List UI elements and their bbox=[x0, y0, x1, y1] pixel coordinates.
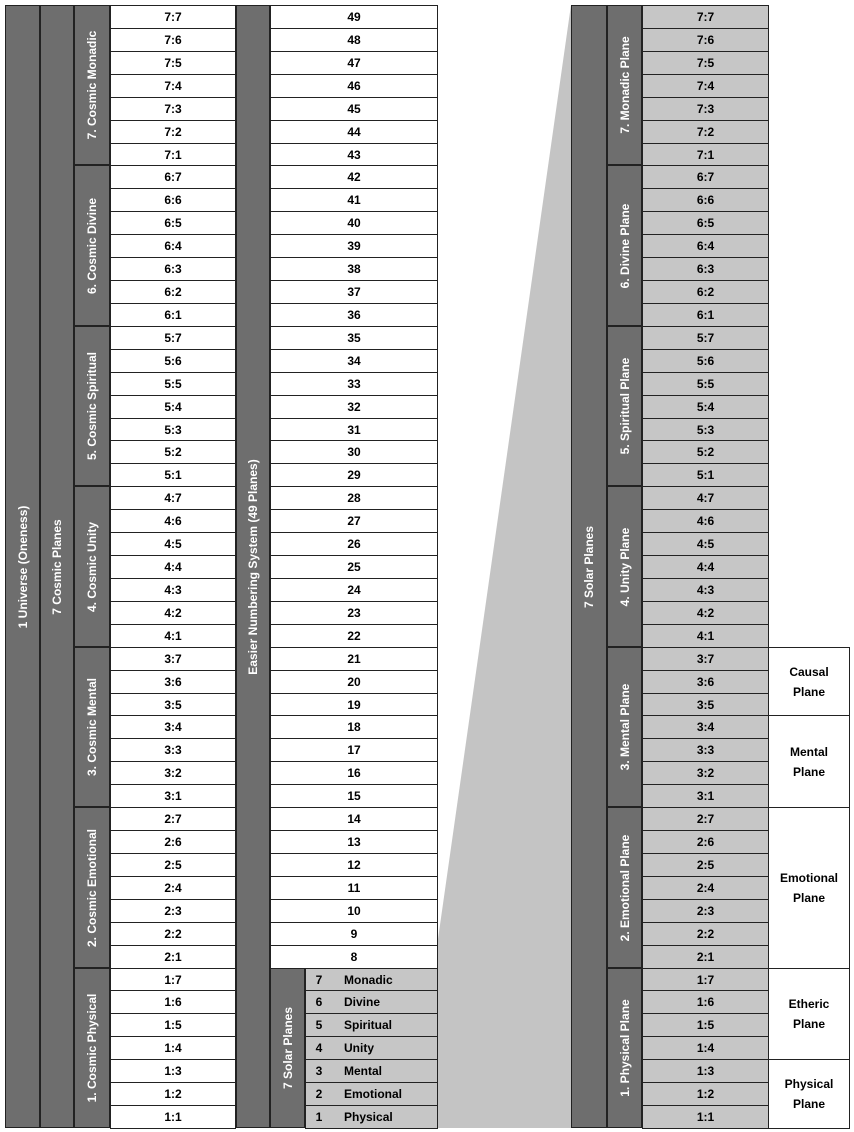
solar-sub-plane-code: 4:5 bbox=[642, 532, 769, 556]
sub-plane-code: 1:2 bbox=[110, 1082, 236, 1106]
solar-sub-plane-code: 4:6 bbox=[642, 509, 769, 533]
plane-number: 36 bbox=[270, 303, 438, 327]
solar-plane-number: 7 bbox=[315, 972, 323, 987]
plane-number: 37 bbox=[270, 280, 438, 304]
sub-plane-code: 3:6 bbox=[110, 670, 236, 694]
solar-group-3 bbox=[607, 647, 642, 807]
solar-sub-plane-code: 4:7 bbox=[642, 486, 769, 510]
solar-sub-plane-code: 1:2 bbox=[642, 1082, 769, 1106]
solar-group-6 bbox=[607, 165, 642, 326]
solar-plane-item bbox=[305, 1059, 438, 1083]
cosmic-group-3 bbox=[74, 647, 110, 807]
plane-number: 38 bbox=[270, 257, 438, 281]
solar-sub-plane-code: 7:5 bbox=[642, 51, 769, 75]
solar-sub-plane-code: 2:5 bbox=[642, 853, 769, 877]
cosmic-group-5 bbox=[74, 326, 110, 486]
easier-numbering-label: Easier Numbering System (49 Planes) bbox=[246, 458, 260, 675]
solar-group-label: 4. Unity Plane bbox=[617, 527, 632, 606]
sub-plane-code: 3:4 bbox=[110, 715, 236, 739]
sub-plane-code: 2:6 bbox=[110, 830, 236, 854]
solar-sub-plane-code: 7:7 bbox=[642, 5, 769, 29]
sub-plane-code: 5:2 bbox=[110, 440, 236, 464]
solar-sub-plane-code: 1:4 bbox=[642, 1036, 769, 1060]
solar-planes-small-bar bbox=[270, 968, 305, 1128]
plane-number: 17 bbox=[270, 738, 438, 762]
solar-sub-plane-code: 3:3 bbox=[642, 738, 769, 762]
cosmic-group-6 bbox=[74, 165, 110, 326]
plane-number: 21 bbox=[270, 647, 438, 671]
solar-sub-plane-code: 1:3 bbox=[642, 1059, 769, 1083]
sub-plane-code: 5:3 bbox=[110, 418, 236, 441]
solar-sub-plane-code: 2:7 bbox=[642, 807, 769, 831]
plane-number: 32 bbox=[270, 395, 438, 419]
solar-planes-right-bar bbox=[571, 5, 607, 1128]
cosmic-planes-bar bbox=[40, 5, 74, 1128]
solar-sub-plane-code: 3:7 bbox=[642, 647, 769, 671]
sub-plane-code: 2:4 bbox=[110, 876, 236, 900]
sub-plane-code: 2:1 bbox=[110, 945, 236, 969]
cosmic-planes-label: 7 Cosmic Planes bbox=[50, 518, 64, 615]
solar-sub-plane-code: 7:6 bbox=[642, 28, 769, 52]
sub-plane-code: 7:1 bbox=[110, 143, 236, 166]
plane-number: 48 bbox=[270, 28, 438, 52]
cosmic-group-label: 4. Cosmic Unity bbox=[85, 521, 99, 612]
sub-plane-code: 3:1 bbox=[110, 784, 236, 808]
easier-numbering-bar bbox=[236, 5, 270, 1128]
solar-group-2 bbox=[607, 807, 642, 968]
plane-number: 35 bbox=[270, 326, 438, 350]
sub-plane-code: 1:1 bbox=[110, 1105, 236, 1129]
solar-sub-plane-code: 6:5 bbox=[642, 211, 769, 235]
plane-number: 16 bbox=[270, 761, 438, 785]
sub-plane-code: 3:5 bbox=[110, 693, 236, 716]
solar-sub-plane-code: 3:1 bbox=[642, 784, 769, 808]
plane-number: 40 bbox=[270, 211, 438, 235]
sub-plane-code: 6:4 bbox=[110, 234, 236, 258]
plane-number: 29 bbox=[270, 463, 438, 487]
solar-sub-plane-code: 2:3 bbox=[642, 899, 769, 923]
plane-label bbox=[768, 968, 850, 1060]
solar-plane-item bbox=[305, 968, 438, 991]
solar-group-label: 5. Spiritual Plane bbox=[617, 357, 632, 455]
sub-plane-code: 3:2 bbox=[110, 761, 236, 785]
sub-plane-code: 1:6 bbox=[110, 990, 236, 1014]
solar-sub-plane-code: 5:1 bbox=[642, 463, 769, 487]
sub-plane-code: 7:4 bbox=[110, 74, 236, 98]
sub-plane-code: 1:3 bbox=[110, 1059, 236, 1083]
solar-sub-plane-code: 3:6 bbox=[642, 670, 769, 694]
sub-plane-code: 1:7 bbox=[110, 968, 236, 991]
cosmic-group-label: 6. Cosmic Divine bbox=[85, 197, 99, 294]
solar-sub-plane-code: 3:4 bbox=[642, 715, 769, 739]
solar-sub-plane-code: 1:5 bbox=[642, 1013, 769, 1037]
plane-number: 22 bbox=[270, 624, 438, 648]
sub-plane-code: 6:1 bbox=[110, 303, 236, 327]
sub-plane-code: 4:6 bbox=[110, 509, 236, 533]
sub-plane-code: 5:6 bbox=[110, 349, 236, 373]
solar-group-label: 7. Monadic Plane bbox=[617, 36, 632, 134]
solar-sub-plane-code: 3:5 bbox=[642, 693, 769, 716]
cosmic-group-label: 1. Cosmic Physical bbox=[85, 993, 99, 1103]
plane-number: 31 bbox=[270, 418, 438, 441]
solar-plane-number: 5 bbox=[315, 1018, 323, 1032]
sub-plane-code: 5:5 bbox=[110, 372, 236, 396]
solar-planes-small-label: 7 Solar Planes bbox=[280, 1006, 295, 1090]
sub-plane-code: 6:6 bbox=[110, 188, 236, 212]
solar-sub-plane-code: 6:1 bbox=[642, 303, 769, 327]
cosmic-group-2 bbox=[74, 807, 110, 968]
plane-number: 23 bbox=[270, 601, 438, 625]
solar-group-7 bbox=[607, 5, 642, 165]
plane-number: 47 bbox=[270, 51, 438, 75]
plane-label-text: Mental Plane bbox=[789, 744, 828, 779]
cosmic-group-label: 2. Cosmic Emotional bbox=[85, 828, 99, 947]
solar-plane-name: Monadic bbox=[344, 972, 393, 987]
sub-plane-code: 4:4 bbox=[110, 555, 236, 579]
solar-sub-plane-code: 5:3 bbox=[642, 418, 769, 441]
plane-number: 28 bbox=[270, 486, 438, 510]
sub-plane-code: 1:5 bbox=[110, 1013, 236, 1037]
sub-plane-code: 6:5 bbox=[110, 211, 236, 235]
solar-sub-plane-code: 2:4 bbox=[642, 876, 769, 900]
plane-label bbox=[768, 807, 850, 969]
plane-number: 27 bbox=[270, 509, 438, 533]
plane-number: 12 bbox=[270, 853, 438, 877]
solar-sub-plane-code: 4:4 bbox=[642, 555, 769, 579]
solar-sub-plane-code: 7:1 bbox=[642, 143, 769, 166]
solar-group-1 bbox=[607, 968, 642, 1128]
plane-number: 45 bbox=[270, 97, 438, 121]
plane-number: 18 bbox=[270, 715, 438, 739]
solar-sub-plane-code: 6:7 bbox=[642, 165, 769, 189]
cosmic-group-1 bbox=[74, 968, 110, 1128]
solar-plane-name: Emotional bbox=[344, 1087, 403, 1101]
solar-group-label: 2. Emotional Plane bbox=[617, 834, 632, 941]
solar-sub-plane-code: 5:4 bbox=[642, 395, 769, 419]
solar-plane-number: 4 bbox=[315, 1041, 323, 1055]
plane-number: 39 bbox=[270, 234, 438, 258]
plane-number: 25 bbox=[270, 555, 438, 579]
solar-plane-name: Spiritual bbox=[344, 1018, 393, 1032]
solar-sub-plane-code: 5:5 bbox=[642, 372, 769, 396]
sub-plane-code: 7:6 bbox=[110, 28, 236, 52]
cosmic-group-7 bbox=[74, 5, 110, 165]
sub-plane-code: 2:7 bbox=[110, 807, 236, 831]
cosmic-group-4 bbox=[74, 486, 110, 647]
plane-number: 11 bbox=[270, 876, 438, 900]
solar-group-5 bbox=[607, 326, 642, 486]
sub-plane-code: 4:7 bbox=[110, 486, 236, 510]
solar-group-4 bbox=[607, 486, 642, 647]
solar-plane-name: Mental bbox=[344, 1064, 383, 1078]
plane-label-text: Emotional Plane bbox=[779, 871, 838, 905]
plane-number: 10 bbox=[270, 899, 438, 923]
solar-sub-plane-code: 4:3 bbox=[642, 578, 769, 602]
plane-number: 24 bbox=[270, 578, 438, 602]
plane-number: 13 bbox=[270, 830, 438, 854]
plane-number: 42 bbox=[270, 165, 438, 189]
plane-label bbox=[768, 647, 850, 716]
solar-sub-plane-code: 6:3 bbox=[642, 257, 769, 281]
plane-number: 30 bbox=[270, 440, 438, 464]
sub-plane-code: 7:7 bbox=[110, 5, 236, 29]
sub-plane-code: 7:3 bbox=[110, 97, 236, 121]
solar-sub-plane-code: 7:3 bbox=[642, 97, 769, 121]
sub-plane-code: 2:5 bbox=[110, 853, 236, 877]
solar-sub-plane-code: 1:6 bbox=[642, 990, 769, 1014]
solar-plane-number: 1 bbox=[315, 1110, 323, 1124]
solar-sub-plane-code: 1:1 bbox=[642, 1105, 769, 1129]
sub-plane-code: 7:5 bbox=[110, 51, 236, 75]
sub-plane-code: 6:2 bbox=[110, 280, 236, 304]
sub-plane-code: 4:5 bbox=[110, 532, 236, 556]
solar-sub-plane-code: 5:2 bbox=[642, 440, 769, 464]
plane-number: 49 bbox=[270, 5, 438, 29]
plane-number: 33 bbox=[270, 372, 438, 396]
solar-sub-plane-code: 5:7 bbox=[642, 326, 769, 350]
plane-number: 19 bbox=[270, 693, 438, 716]
solar-plane-item bbox=[305, 990, 438, 1014]
cosmic-group-label: 3. Cosmic Mental bbox=[85, 677, 99, 777]
solar-plane-item bbox=[305, 1036, 438, 1060]
plane-number: 9 bbox=[270, 922, 438, 946]
sub-plane-code: 7:2 bbox=[110, 120, 236, 144]
solar-group-label: 1. Physical Plane bbox=[617, 999, 632, 1097]
solar-sub-plane-code: 7:2 bbox=[642, 120, 769, 144]
solar-plane-item bbox=[305, 1013, 438, 1037]
plane-number: 43 bbox=[270, 143, 438, 166]
solar-plane-name: Divine bbox=[344, 995, 381, 1009]
solar-plane-item bbox=[305, 1082, 438, 1106]
universe-label: 1 Universe (Oneness) bbox=[15, 505, 30, 628]
solar-planes-right-label: 7 Solar Planes bbox=[582, 525, 596, 608]
plane-number: 15 bbox=[270, 784, 438, 808]
sub-plane-code: 3:7 bbox=[110, 647, 236, 671]
solar-sub-plane-code: 6:4 bbox=[642, 234, 769, 258]
plane-number: 44 bbox=[270, 120, 438, 144]
solar-sub-plane-code: 2:1 bbox=[642, 945, 769, 969]
solar-sub-plane-code: 1:7 bbox=[642, 968, 769, 991]
plane-label bbox=[768, 715, 850, 808]
plane-label bbox=[768, 1059, 850, 1129]
plane-number: 20 bbox=[270, 670, 438, 694]
solar-sub-plane-code: 2:6 bbox=[642, 830, 769, 854]
solar-plane-number: 3 bbox=[315, 1064, 323, 1078]
solar-sub-plane-code: 3:2 bbox=[642, 761, 769, 785]
plane-number: 8 bbox=[270, 945, 438, 969]
plane-number: 34 bbox=[270, 349, 438, 373]
plane-label-text: Etheric Plane bbox=[788, 997, 830, 1031]
plane-label-text: Causal Plane bbox=[789, 664, 829, 699]
sub-plane-code: 2:2 bbox=[110, 922, 236, 946]
solar-plane-item bbox=[305, 1105, 438, 1129]
solar-sub-plane-code: 5:6 bbox=[642, 349, 769, 373]
solar-plane-number: 2 bbox=[315, 1087, 323, 1101]
solar-group-label: 3. Mental Plane bbox=[617, 683, 632, 771]
solar-plane-number: 6 bbox=[315, 995, 323, 1009]
sub-plane-code: 4:2 bbox=[110, 601, 236, 625]
solar-sub-plane-code: 7:4 bbox=[642, 74, 769, 98]
solar-sub-plane-code: 6:2 bbox=[642, 280, 769, 304]
sub-plane-code: 3:3 bbox=[110, 738, 236, 762]
sub-plane-code: 5:7 bbox=[110, 326, 236, 350]
plane-number: 14 bbox=[270, 807, 438, 831]
universe-bar bbox=[5, 5, 40, 1128]
cosmic-group-label: 7. Cosmic Monadic bbox=[85, 30, 99, 140]
sub-plane-code: 1:4 bbox=[110, 1036, 236, 1060]
cosmic-group-label: 5. Cosmic Spiritual bbox=[85, 351, 99, 461]
sub-plane-code: 2:3 bbox=[110, 899, 236, 923]
sub-plane-code: 6:3 bbox=[110, 257, 236, 281]
plane-number: 41 bbox=[270, 188, 438, 212]
plane-label-text: Physical Plane bbox=[784, 1077, 834, 1111]
solar-sub-plane-code: 4:2 bbox=[642, 601, 769, 625]
solar-plane-name: Physical bbox=[344, 1110, 393, 1124]
solar-sub-plane-code: 2:2 bbox=[642, 922, 769, 946]
solar-sub-plane-code: 4:1 bbox=[642, 624, 769, 648]
solar-plane-name: Unity bbox=[344, 1041, 374, 1055]
solar-sub-plane-code: 6:6 bbox=[642, 188, 769, 212]
sub-plane-code: 5:1 bbox=[110, 463, 236, 487]
sub-plane-code: 6:7 bbox=[110, 165, 236, 189]
solar-group-label: 6. Divine Plane bbox=[617, 203, 632, 288]
plane-number: 46 bbox=[270, 74, 438, 98]
plane-number: 26 bbox=[270, 532, 438, 556]
sub-plane-code: 4:1 bbox=[110, 624, 236, 648]
sub-plane-code: 5:4 bbox=[110, 395, 236, 419]
sub-plane-code: 4:3 bbox=[110, 578, 236, 602]
